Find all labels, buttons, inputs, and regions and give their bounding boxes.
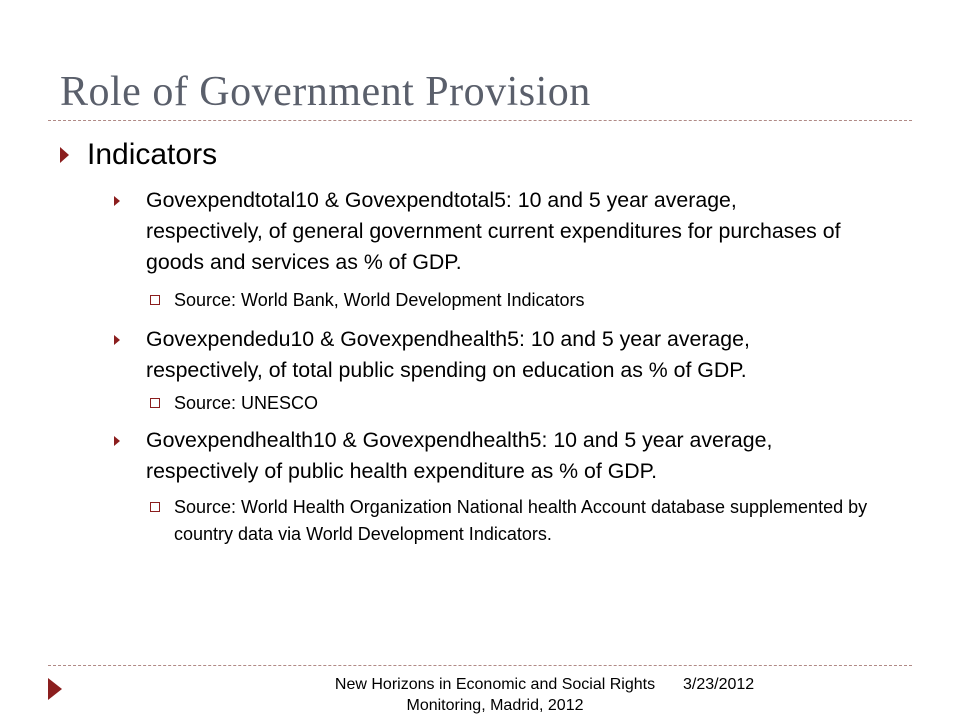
triangle-bullet-icon [114,196,120,206]
triangle-bullet-icon [114,436,120,446]
indicator-text: Govexpendhealth10 & Govexpendhealth5: 10 and 5 year average, respectively of public health expenditure as % of GDP. [146,428,773,483]
indicator-text: Govexpendedu10 & Govexpendhealth5: 10 and 5 year average, respectively, of total public spending on education as % of GDP. [146,327,750,382]
indicator-item [114,425,854,487]
section-heading: Indicators [87,138,218,171]
slide-title: Role of Government Provision [60,69,591,115]
square-bullet-icon [150,502,160,512]
source-item [150,494,890,548]
heading-bullet [60,138,217,172]
source-item [150,390,890,417]
indicator-item [114,185,854,278]
source-item [150,287,890,314]
footer-triangle-icon [48,678,62,700]
triangle-bullet-icon [114,335,120,345]
square-bullet-icon [150,295,160,305]
indicator-item [114,324,854,386]
source-text: Source: UNESCO [174,393,319,413]
title-divider [48,120,912,121]
footer-event: New Horizons in Economic and Social Rights Monitoring, Madrid, 2012 [334,676,656,714]
footer-date: 3/23/2012 [683,676,755,693]
source-text: Source: World Health Organization National health Account database supplemented by country data via World Development Indicators. [174,497,868,544]
square-bullet-icon [150,398,160,408]
indicator-text: Govexpendtotal10 & Govexpendtotal5: 10 and 5 year average, respectively, of general government current expenditures for purchases of goods and services as % of GDP. [146,188,841,274]
source-text: Source: World Bank, World Development Indicators [174,290,585,310]
footer-divider [48,665,912,666]
triangle-bullet-icon [60,147,69,163]
